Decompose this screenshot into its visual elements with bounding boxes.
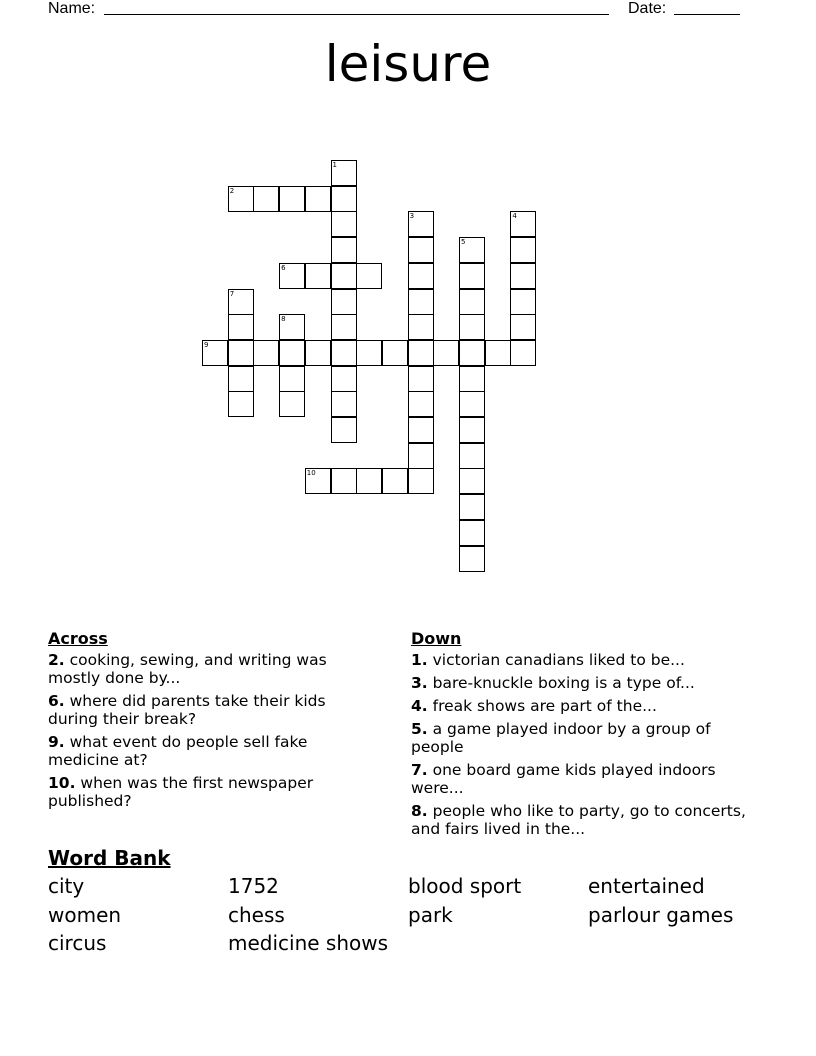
grid-cell[interactable] — [408, 340, 434, 366]
down-clue — [411, 802, 751, 838]
grid-cell[interactable] — [459, 391, 485, 417]
clue-number: 3 — [409, 212, 415, 221]
page-title: leisure — [324, 35, 492, 93]
grid-cell[interactable] — [331, 314, 357, 340]
clue-number: 9 — [204, 340, 209, 349]
down-list — [411, 651, 751, 838]
grid-cell[interactable] — [331, 237, 357, 263]
across-heading: Across — [48, 629, 108, 648]
down-clue — [411, 651, 751, 669]
grid-cell[interactable] — [510, 289, 536, 315]
grid-cell[interactable] — [459, 263, 485, 289]
grid-cell[interactable] — [331, 417, 357, 443]
across-list — [48, 651, 378, 810]
name-field[interactable] — [104, 14, 609, 15]
grid-cell[interactable] — [331, 340, 357, 366]
grid-cell[interactable] — [408, 443, 434, 469]
grid-cell[interactable] — [228, 391, 254, 417]
grid-cell[interactable] — [433, 340, 459, 366]
grid-cell[interactable] — [459, 314, 485, 340]
word-bank — [48, 872, 768, 958]
clue-number: 6 — [281, 263, 286, 272]
clue-num: 1. — [411, 651, 428, 669]
clue-text: freak shows are part of the... — [427, 697, 657, 715]
down-clue — [411, 674, 751, 692]
grid-cell[interactable] — [253, 186, 279, 212]
clue-text: a game played indoor by a group of people — [411, 720, 711, 756]
name-label: Name: — [48, 0, 96, 17]
word-bank-item: blood sport — [408, 874, 522, 898]
grid-cell[interactable] — [305, 468, 331, 494]
clue-number: 7 — [229, 289, 235, 298]
clue-text: when was the first newspaper published? — [48, 774, 314, 810]
grid-cell[interactable] — [331, 211, 357, 237]
grid-cell[interactable] — [510, 340, 536, 366]
clue-text: where did parents take their kids during their break? — [48, 692, 326, 728]
grid-cell[interactable] — [228, 366, 254, 392]
grid-cell[interactable] — [408, 468, 434, 494]
grid-cell[interactable] — [253, 340, 279, 366]
grid-cell[interactable] — [279, 340, 305, 366]
grid-cell[interactable] — [408, 314, 434, 340]
clue-num: 4. — [411, 697, 428, 715]
down-clue — [411, 761, 751, 797]
grid-cell[interactable] — [279, 263, 305, 289]
grid-cell[interactable] — [408, 263, 434, 289]
grid-cell[interactable] — [510, 314, 536, 340]
grid-cell[interactable] — [510, 237, 536, 263]
grid-cell[interactable] — [459, 366, 485, 392]
clue-num: 8. — [411, 802, 428, 820]
clue-number: 1 — [332, 161, 337, 169]
grid-cell[interactable] — [228, 314, 254, 340]
grid-cell[interactable] — [305, 340, 331, 366]
clue-num: 7. — [411, 761, 428, 779]
clue-number: 10 — [306, 469, 316, 478]
across-clue — [48, 733, 378, 769]
grid-cell[interactable] — [279, 186, 305, 212]
across-clue — [48, 774, 378, 810]
grid-cell[interactable] — [305, 263, 331, 289]
clue-num: 6. — [48, 692, 65, 710]
grid-cell[interactable] — [459, 237, 485, 263]
grid-cell[interactable] — [459, 546, 485, 572]
grid-cell[interactable] — [408, 391, 434, 417]
clue-text: what event do people sell fake medicine at? — [48, 733, 308, 769]
grid-cell[interactable] — [279, 391, 305, 417]
clue-num: 9. — [48, 733, 65, 751]
across-clue — [48, 651, 378, 687]
grid-cell[interactable] — [228, 289, 254, 315]
grid-cell[interactable] — [459, 340, 485, 366]
clue-text: one board game kids played indoors were... — [411, 761, 716, 797]
word-bank-item: medicine shows — [228, 931, 389, 955]
date-label: Date: — [628, 0, 667, 17]
grid-cell[interactable] — [228, 340, 254, 366]
grid-cell[interactable] — [459, 443, 485, 469]
clue-text: victorian canadians liked to be... — [427, 651, 685, 669]
grid-cell[interactable] — [408, 237, 434, 263]
grid-cell[interactable] — [228, 186, 254, 212]
clue-text: cooking, sewing, and writing was mostly done by... — [48, 651, 327, 687]
grid-cell[interactable] — [459, 417, 485, 443]
across-clues — [48, 630, 378, 815]
word-bank-item: entertained — [588, 874, 705, 898]
grid-cell[interactable] — [331, 289, 357, 315]
clue-number: 5 — [461, 238, 466, 247]
grid-cell[interactable] — [459, 289, 485, 315]
clue-num: 5. — [411, 720, 428, 738]
down-clues — [411, 630, 751, 843]
grid-cell[interactable] — [408, 366, 434, 392]
word-bank-item: circus — [48, 931, 107, 955]
grid-cell[interactable] — [331, 468, 357, 494]
word-bank-item: parlour games — [588, 902, 734, 927]
grid-cell[interactable] — [305, 186, 331, 212]
word-bank-item: park — [408, 902, 453, 927]
grid-cell[interactable] — [279, 314, 305, 340]
clue-num: 10. — [48, 774, 76, 792]
grid-cell[interactable] — [279, 366, 305, 392]
word-bank-item: chess — [228, 902, 285, 927]
across-clue — [48, 692, 378, 728]
grid-cell[interactable] — [331, 366, 357, 392]
date-field[interactable] — [674, 14, 740, 15]
down-clue — [411, 697, 751, 715]
grid-cell[interactable] — [408, 417, 434, 443]
grid-cell[interactable] — [408, 289, 434, 315]
clue-number: 4 — [512, 212, 517, 221]
word-bank-item: 1752 — [228, 874, 279, 898]
grid-cell[interactable] — [485, 340, 511, 366]
grid-cell[interactable] — [510, 211, 536, 237]
grid-cell[interactable] — [459, 494, 485, 520]
word-bank-item: city — [48, 874, 85, 898]
clue-number: 8 — [281, 315, 286, 324]
clue-num: 3. — [411, 674, 428, 692]
word-bank-title: Word Bank — [48, 846, 171, 870]
clue-text: bare-knuckle boxing is a type of... — [427, 674, 695, 692]
grid-cell[interactable] — [408, 211, 434, 237]
grid-cell[interactable] — [331, 391, 357, 417]
clue-num: 2. — [48, 651, 65, 669]
grid-cell[interactable] — [356, 340, 382, 366]
clue-text: people who like to party, go to concerts, and fairs lived in the... — [411, 802, 746, 838]
down-clue — [411, 720, 751, 756]
grid-cell[interactable] — [382, 340, 408, 366]
down-heading: Down — [411, 629, 462, 648]
crossword-grid — [202, 160, 538, 548]
grid-cell[interactable] — [510, 263, 536, 289]
grid-cell[interactable] — [331, 160, 357, 186]
header — [48, 0, 748, 20]
grid-cell[interactable] — [356, 468, 382, 494]
grid-cell[interactable] — [331, 263, 357, 289]
word-bank-item: women — [48, 902, 122, 927]
grid-cell[interactable] — [356, 263, 382, 289]
grid-cell[interactable] — [331, 186, 357, 212]
grid-cell[interactable] — [202, 340, 228, 366]
clue-number: 2 — [229, 186, 235, 195]
grid-cell[interactable] — [459, 520, 485, 546]
grid-cell[interactable] — [382, 468, 408, 494]
grid-cell[interactable] — [459, 468, 485, 494]
